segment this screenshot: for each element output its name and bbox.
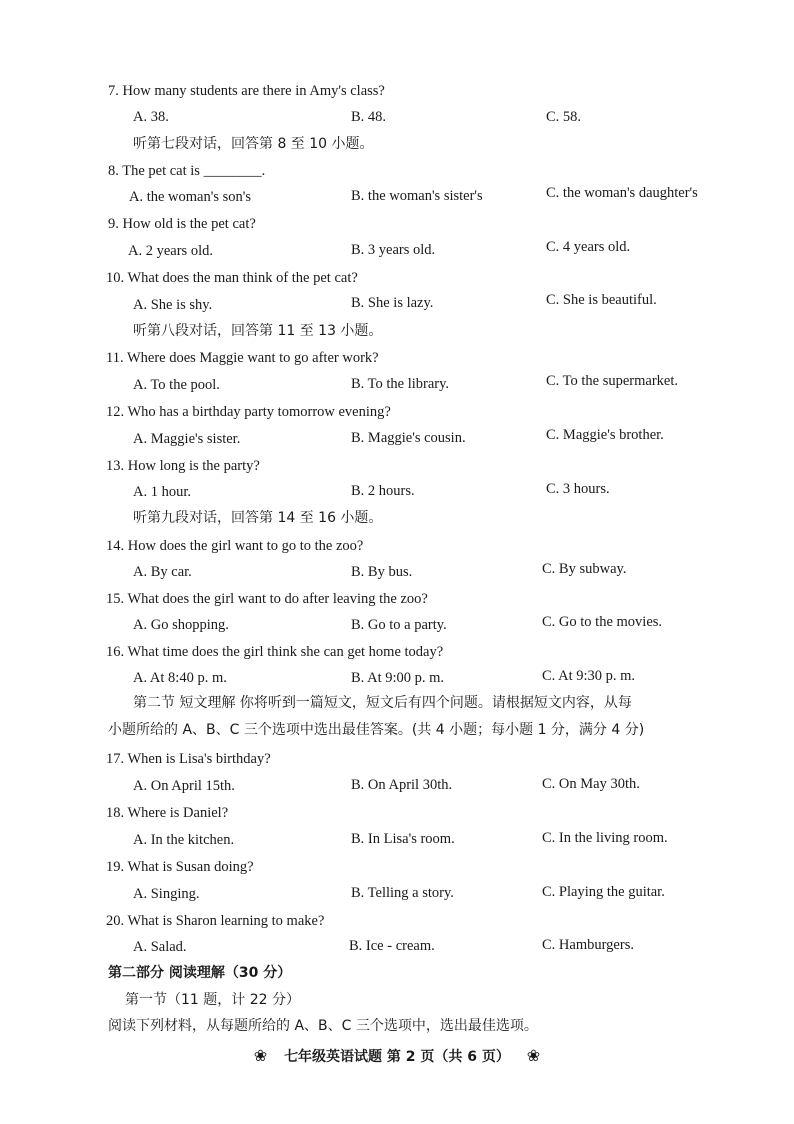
question-10: 10. What does the man think of the pet cat? [106,270,358,286]
q8-option-b: B. the woman's sister's [351,188,483,204]
q10-option-a: A. She is shy. [133,297,213,313]
q17-option-c: C. On May 30th. [542,776,640,792]
section-2-instruction-line-2: 小题所给的 A、B、C 三个选项中选出最佳答案。(共 4 小题；每小题 1 分，满分 4 分) [108,722,645,738]
q14-option-a: A. By car. [133,564,192,580]
part-2-instruction: 阅读下列材料，从每题所给的 A、B、C 三个选项中，选出最佳选项。 [108,1018,538,1034]
section-2-instruction-line-1: 第二节 短文理解 你将听到一篇短文，短文后有四个问题。请根据短文内容，从每 [133,695,632,711]
question-12: 12. Who has a birthday party tomorrow evening? [106,404,391,420]
q20-option-a: A. Salad. [133,939,187,955]
q7-option-b: B. 48. [351,109,387,125]
q19-option-a: A. Singing. [133,886,200,902]
question-9: 9. How old is the pet cat? [108,216,256,232]
q8-option-a: A. the woman's son's [129,189,252,205]
question-15: 15. What does the girl want to do after leaving the zoo? [106,591,428,607]
q7-option-c: C. 58. [546,109,582,125]
q18-option-a: A. In the kitchen. [133,832,235,848]
page-footer [0,1046,794,1067]
question-20: 20. What is Sharon learning to make? [106,913,325,929]
q9-option-a: A. 2 years old. [128,243,213,259]
q19-option-c: C. Playing the guitar. [542,884,665,900]
question-13: 13. How long is the party? [106,458,260,474]
q14-option-c: C. By subway. [542,561,627,577]
question-19: 19. What is Susan doing? [106,859,254,875]
q10-option-c: C. She is beautiful. [546,292,657,308]
dialog-9-instruction: 听第九段对话，回答第 14 至 16 小题。 [133,510,383,526]
q20-option-c: C. Hamburgers. [542,937,634,953]
part-2-title: 第二部分 阅读理解（30 分） [108,965,292,981]
question-11: 11. Where does Maggie want to go after work? [106,350,379,366]
dialog-8-instruction: 听第八段对话，回答第 11 至 13 小题。 [133,323,383,339]
q20-option-b: B. Ice - cream. [349,938,435,954]
footer-text: 七年级英语试题 第 2 页（共 6 页） [284,1049,510,1065]
q18-option-c: C. In the living room. [542,830,668,846]
q12-option-a: A. Maggie's sister. [133,431,241,447]
question-8: 8. The pet cat is ________. [108,163,266,179]
q18-option-b: B. In Lisa's room. [351,831,455,847]
q15-option-c: C. Go to the movies. [542,614,663,630]
question-7: 7. How many students are there in Amy's class? [108,83,385,99]
question-14: 14. How does the girl want to go to the zoo? [106,538,364,554]
q8-option-c: C. the woman's daughter's [546,185,698,201]
q11-option-a: A. To the pool. [133,377,220,393]
flower-ornament-icon: ❀ [526,1046,541,1065]
q13-option-a: A. 1 hour. [133,484,191,500]
q19-option-b: B. Telling a story. [351,885,454,901]
q7-option-a: A. 38. [133,109,169,125]
q13-option-c: C. 3 hours. [546,481,610,497]
q16-option-a: A. At 8:40 p. m. [133,670,227,686]
q9-option-c: C. 4 years old. [546,239,631,255]
q16-option-b: B. At 9:00 p. m. [351,670,445,686]
dialog-7-instruction: 听第七段对话，回答第 8 至 10 小题。 [133,136,374,152]
q17-option-b: B. On April 30th. [351,777,453,793]
part-2-section-1: 第一节（11 题，计 22 分） [125,992,300,1008]
q13-option-b: B. 2 hours. [351,483,415,499]
q11-option-c: C. To the supermarket. [546,373,679,389]
q9-option-b: B. 3 years old. [351,242,436,258]
q15-option-a: A. Go shopping. [133,617,229,633]
question-18: 18. Where is Daniel? [106,805,229,821]
flower-ornament-icon: ❀ [253,1046,268,1065]
q10-option-b: B. She is lazy. [351,295,434,311]
q12-option-c: C. Maggie's brother. [546,427,664,443]
q16-option-c: C. At 9:30 p. m. [542,668,636,684]
q17-option-a: A. On April 15th. [133,778,235,794]
question-17: 17. When is Lisa's birthday? [106,751,271,767]
q11-option-b: B. To the library. [351,376,450,392]
q15-option-b: B. Go to a party. [351,617,447,633]
q14-option-b: B. By bus. [351,564,413,580]
q12-option-b: B. Maggie's cousin. [351,430,466,446]
question-16: 16. What time does the girl think she can get home today? [106,644,444,660]
